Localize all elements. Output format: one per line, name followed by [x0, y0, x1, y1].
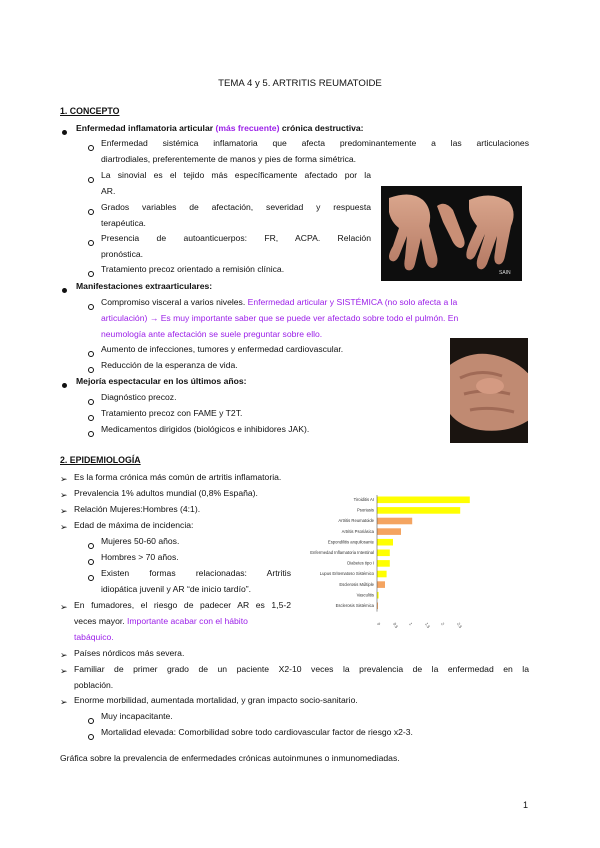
arrow-bullet-icon: ➢ [60, 474, 68, 484]
arrow-bullet-icon: ➢ [60, 697, 68, 707]
category-label: Artritis Psoriásica [341, 528, 374, 534]
chart-caption: Gráfica sobre la prevalencia de enfermedades crónicas autoinmunes o inmunomediadas. [60, 753, 400, 763]
arrow-bullet-icon: ➢ [60, 650, 68, 660]
bar [377, 528, 401, 535]
x-tick-label: 1,5 [424, 621, 432, 629]
text-line: Enfermedad sistémica inflamatoria que afecta predominantemente a las articulaciones [101, 138, 529, 148]
bullet-manifestaciones: Manifestaciones extraarticulares: [76, 281, 213, 291]
bar [377, 497, 470, 504]
text-line: Familiar de primer grado de un paciente X2-10 veces la prevalencia de la enfermedad en la [74, 664, 529, 674]
arrow-bullet-icon: ➢ [60, 666, 68, 676]
section-heading-epidemiologia: 2. EPIDEMIOLOGÍA [60, 455, 141, 465]
hands-photo [381, 186, 522, 281]
text-line: Hombres > 70 años. [101, 552, 179, 562]
circle-bullet-icon [88, 351, 94, 357]
bullet-icon [62, 383, 67, 388]
category-label: Vasculitis [356, 592, 374, 598]
x-tick-label: 0,5 [392, 621, 400, 629]
text-line: Tratamiento precoz orientado a remisión clínica. [101, 264, 285, 274]
text-line: Diagnóstico precoz. [101, 392, 177, 402]
text-line: Prevalencia 1% adultos mundial (0,8% España). [74, 488, 258, 498]
circle-bullet-icon [88, 734, 94, 740]
text-line: Es la forma crónica más común de artritis inflamatoria. [74, 472, 282, 482]
text-line: idiopática juvenil y AR “de inicio tardío”. [101, 584, 251, 594]
text-line: Aumento de infecciones, tumores y enfermedad cardiovascular. [101, 344, 344, 354]
arrow-bullet-icon: ➢ [60, 522, 68, 532]
circle-bullet-icon [88, 271, 94, 277]
circle-bullet-icon [88, 240, 94, 246]
bar [377, 571, 387, 578]
page-number: 1 [522, 800, 528, 810]
text-line: Mortalidad elevada: Comorbilidad sobre todo cardiovascular factor de riesgo x2-3. [101, 727, 413, 737]
x-tick-label: 2,5 [456, 621, 464, 629]
bullet-mejoria: Mejoría espectacular en los últimos años: [76, 376, 247, 386]
bullet-icon [62, 288, 67, 293]
bar [377, 518, 412, 525]
circle-bullet-icon [88, 367, 94, 373]
text-line: Presencia de autoanticuerpos: FR, ACPA. Relación [101, 233, 371, 243]
category-label: Tiroiditis AI [353, 497, 374, 502]
circle-bullet-icon [88, 415, 94, 421]
circle-bullet-icon [88, 559, 94, 565]
category-label: Lupus Eritematoso Sistémico [319, 571, 374, 577]
bar [377, 507, 460, 514]
bullet-enfermedad: Enfermedad inflamatoria articular (más frecuente) crónica destructiva: [76, 123, 364, 133]
text-line: neumología ante afectación se suele preguntar sobre ello. [101, 329, 323, 339]
text-line: tabáquico. [74, 632, 114, 642]
category-label: Diabetes tipo I [347, 560, 374, 566]
category-label: Esclerosis Sistémica [335, 603, 374, 608]
bar [377, 550, 390, 557]
text-line: Muy incapacitante. [101, 711, 173, 721]
photo-caption: SAIN [499, 270, 511, 276]
text-line: Medicamentos dirigidos (biológicos e inhibidores JAK). [101, 424, 310, 434]
circle-bullet-icon [88, 304, 94, 310]
circle-bullet-icon [88, 543, 94, 549]
arrow-bullet-icon: ➢ [60, 506, 68, 516]
text-line: población. [74, 680, 114, 690]
bar [377, 539, 393, 546]
text-line: diartrodiales, preferentemente de manos y pies de forma simétrica. [101, 154, 357, 164]
text-line: AR. [101, 186, 116, 196]
x-tick-label: 0 [376, 621, 382, 627]
prevalence-bar-chart [300, 490, 530, 640]
x-tick-label: 2 [440, 621, 446, 627]
text-line: Existen formas relacionadas: Artritis [101, 568, 291, 578]
page-title: TEMA 4 y 5. ARTRITIS REUMATOIDE [218, 78, 382, 89]
text-line: En fumadores, el riesgo de padecer AR es 1,5-2 [74, 600, 291, 610]
circle-bullet-icon [88, 209, 94, 215]
text-line: Reducción de la esperanza de vida. [101, 360, 238, 370]
circle-bullet-icon [88, 177, 94, 183]
text-line: La sinovial es el tejido más específicamente afectado por la [101, 170, 371, 180]
circle-bullet-icon [88, 575, 94, 581]
hands-illustration [381, 186, 522, 281]
text-line: Relación Mujeres:Hombres (4:1). [74, 504, 201, 514]
circle-bullet-icon [88, 718, 94, 724]
arrow-bullet-icon: ➢ [60, 602, 68, 612]
category-label: Enfermedad Inflamatoria Intestinal [310, 550, 374, 555]
text-line: articulación) → Es muy importante saber que se puede ver afectado sobre todo el pulmón. En [101, 313, 459, 323]
bar [377, 560, 390, 567]
arrow-bullet-icon: ➢ [60, 490, 68, 500]
category-label: Esclerosis Múltiple [339, 581, 374, 587]
text-line: Grados variables de afectación, severidad y respuesta [101, 202, 371, 212]
bar [377, 581, 385, 588]
text-line: veces mayor. Importante acabar con el hábito [74, 616, 248, 626]
category-label: Artritis Reumatoide [338, 518, 374, 524]
text-line: Mujeres 50-60 años. [101, 536, 180, 546]
text-line: pronóstica. [101, 249, 144, 259]
text-line: Tratamiento precoz con FAME y T2T. [101, 408, 243, 418]
bullet-icon [62, 130, 67, 135]
text-line: Edad de máxima de incidencia: [74, 520, 194, 530]
hand-closeup-illustration [450, 338, 528, 443]
text-line: Compromiso visceral a varios niveles. Enfermedad articular y SISTÉMICA (no solo afecta a la [101, 297, 458, 307]
category-label: Espondilitis anquilosante [327, 539, 374, 545]
text-line: terapéutica. [101, 218, 146, 228]
text-line: Enorme morbilidad, aumentada mortalidad, y gran impacto socio-sanitario. [74, 695, 358, 705]
text-line: Países nórdicos más severa. [74, 648, 185, 658]
hand-closeup-photo [450, 338, 528, 443]
section-heading-concepto: 1. CONCEPTO [60, 106, 120, 116]
category-label: Psoriasis [357, 507, 374, 513]
circle-bullet-icon [88, 399, 94, 405]
circle-bullet-icon [88, 145, 94, 151]
x-tick-label: 1 [408, 621, 414, 627]
circle-bullet-icon [88, 431, 94, 437]
